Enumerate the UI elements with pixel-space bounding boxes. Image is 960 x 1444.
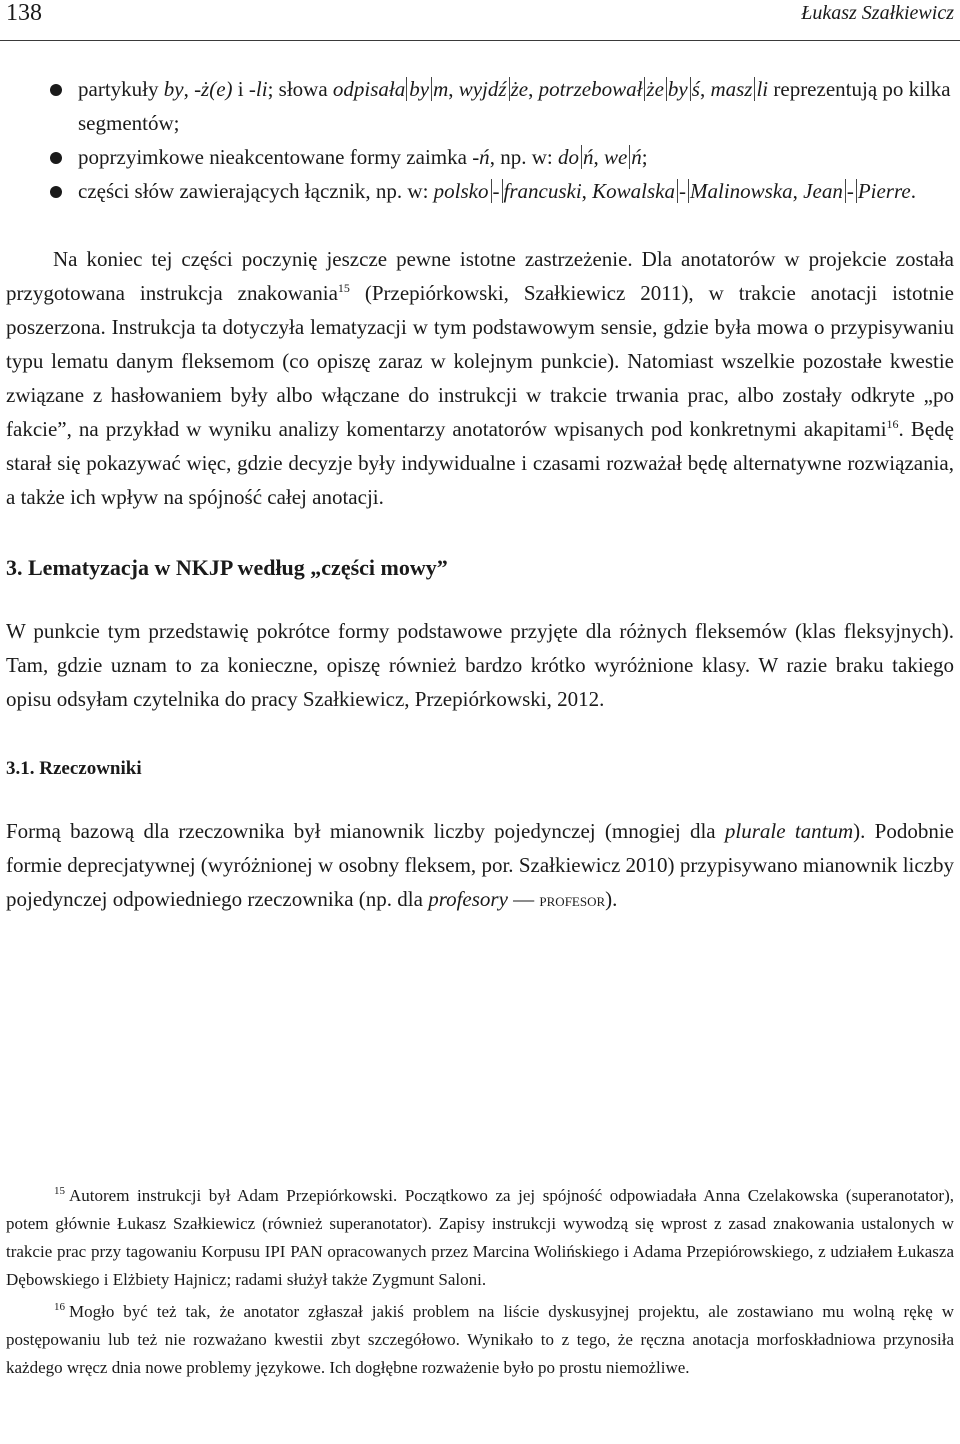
page-header [0,0,960,41]
main-content [6,72,954,917]
footnote-16: $^{16}$ Mogło być też tak, że anotator zgłaszał jakiś problem na liście dyskusyjnej projektu, ale zostawiano mu wolną rękę w postępowaniu lub też nie rozważano kwestii zbyt szczegółowo. Wynikało to z tego, że ręczna anotacja morfoskładniowa przynosiła każdego wręcz dnia nowe problemy językowe. Ich dogłębne rozważenie było po prostu niemożliwe. [6,1301,954,1377]
bullet-item-particles: partykuły by, -ż(e) i -li; słowa odpisała by m, wyjdź że, potrzebował że by ś, masz li reprezentują po kilka segmentów; [6,72,954,140]
bullet-list [6,72,954,208]
footnote-15: $^{15}$ Autorem instrukcji był Adam Przepiórkowski. Początkowo za jej spójność odpowiadała Anna Czelakowska (superanotator), potem głównie Łukasz Szałkiewicz (również superanotator). Zapisy instrukcji wywodzą się wprost z zasad znakowania ustalonych w trakcie prac przy tagowaniu Korpusu IPI PAN opracowanych przez Marcina Wolińskiego i Adama Przepiórowskiego, z udziałem Łukasza Dębowskiego i Elżbiety Hajnicz; radami służył także Zygmunt Saloni. [6,1185,954,1289]
paragraph-section-3: W punkcie tym przedstawię pokrótce formy podstawowe przyjęte dla różnych fleksemów (klas fleksyjnych). Tam, gdzie uznam to za konieczne, opiszę również bardzo krótko wyróżnione klasy. W razie braku takiego opisu odsyłam czytelnika do pracy Szałkiewicz, Przepiórkowski, 2012. [6,619,954,711]
running-head-author: Łukasz Szałkiewicz [801,2,954,24]
footnote-ref-15[interactable]: 15 [337,281,350,295]
footnote-ref-16[interactable]: 16 [886,417,899,431]
paragraph-annotation-instructions: Na koniec tej części poczynię jeszcze pewne istotne zastrzeżenie. Dla anotatorów w projekcie została przygotowana instrukcja znakowania$^{15}$ (Przepiórkowski, Szałkiewicz 2011), w trakcie anotacji istotnie poszerzona. Instrukcja ta dotyczyła lematyzacji w tym podstawowym sensie, gdzie była mowa o przypisywaniu typu lematu danym fleksemom (co opiszę zaraz w kolejnym punkcie). Natomiast wszelkie pozostałe kwestie związane z hasłowaniem były albo włączane do instrukcji w trakcie trwania prac, albo zostały odkryte „po fakcie”, na przykład w wyniku analizy komentarzy anotatorów wpisanych pod konkretnymi akapitami$^{16}$. Będę starał się pokazywać więc, gdzie decyzje były indywidualne i czasami rozważał będę alternatywne rozwiązania, a także ich wpływ na spójność całej anotacji. [6,247,954,509]
bullet-item-pronouns: poprzyimkowe nieakcentowane formy zaimka -ń, np. w: do ń, we ń; [6,140,954,174]
section-heading-3: 3. Lematyzacja w NKJP według „części mowy” [6,555,448,580]
footnotes [6,1182,954,1382]
bullet-item-hyphenated: części słów zawierających łącznik, np. w: polsko - francuski, Kowalska - Malinowska, Jean - Pierre. [6,174,954,208]
section-heading-3-1: 3.1. Rzeczowniki [6,758,142,779]
paragraph-section-3-1: Formą bazową dla rzeczownika był mianownik liczby pojedynczej (mnogiej dla plurale tantum). Podobnie formie deprecjatywnej (wyróżnionej w osobny fleksem, por. Szałkiewicz 2010) przypisywano mianownik liczby pojedynczej odpowiedniego rzeczownika (np. dla profesory — profesor). [6,819,954,911]
page-number: 138 [6,0,42,26]
